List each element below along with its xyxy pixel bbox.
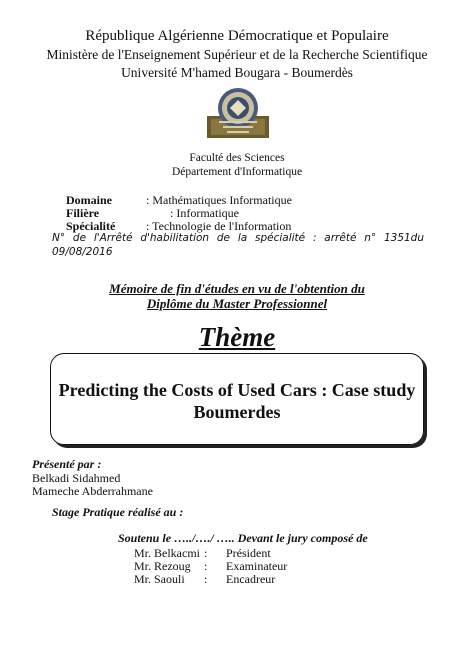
jury-name: Mr. Belkacmi	[134, 546, 200, 560]
presented-by-label: Présenté par :	[32, 457, 102, 471]
domain-label: Domaine	[66, 193, 112, 207]
jury-row	[134, 572, 275, 587]
republic-heading: République Algérienne Démocratique et Populaire	[85, 28, 389, 44]
jury-name: Mr. Saouli	[134, 572, 185, 586]
ministry-heading: Ministère de l'Enseignement Supérieur et de la Recherche Scientifique	[46, 47, 428, 62]
accreditation-decree: N° de l'Arrêté d'habilitation de la spécialité : arrêté n° 1351du 09/08/2016	[52, 232, 424, 258]
field-value: : Informatique	[170, 206, 239, 220]
domain-value: : Mathématiques Informatique	[146, 193, 292, 207]
jury-role: Président	[226, 546, 271, 560]
internship-label: Stage Pratique réalisé au :	[52, 505, 184, 519]
faculty-name: Faculté des Sciences	[189, 152, 285, 164]
thesis-title-line-1: Predicting the Costs of Used Cars : Case study	[58, 380, 416, 400]
thesis-title-line-2: Boumerdes	[193, 402, 281, 422]
specialty-value: : Technologie de l'Information	[146, 219, 292, 233]
jury-colon: :	[204, 572, 208, 586]
jury-name: Mr. Rezoug	[134, 559, 191, 573]
memoire-line-2: Diplôme du Master Professionnel	[146, 296, 328, 311]
jury-colon: :	[204, 559, 208, 573]
field-label: Filière	[66, 206, 100, 220]
specialty-label: Spécialité	[66, 219, 116, 233]
department-name: Département d'Informatique	[171, 166, 303, 178]
university-heading: Université M'hamed Bougara - Boumerdès	[121, 65, 353, 80]
student-2: Mameche Abderrahmane	[32, 484, 153, 498]
jury-role: Examinateur	[226, 559, 288, 573]
defense-line: Soutenu le …../…./ ….. Devant le jury composé de	[118, 531, 368, 545]
thesis-title	[0, 379, 474, 423]
jury-colon: :	[204, 546, 208, 560]
jury-role: Encadreur	[226, 572, 276, 586]
memoire-line-1: Mémoire de fin d'études en vu de l'obtention du	[109, 281, 365, 296]
university-logo	[205, 86, 271, 140]
theme-label: Thème	[198, 322, 276, 352]
student-1: Belkadi Sidahmed	[32, 471, 121, 485]
